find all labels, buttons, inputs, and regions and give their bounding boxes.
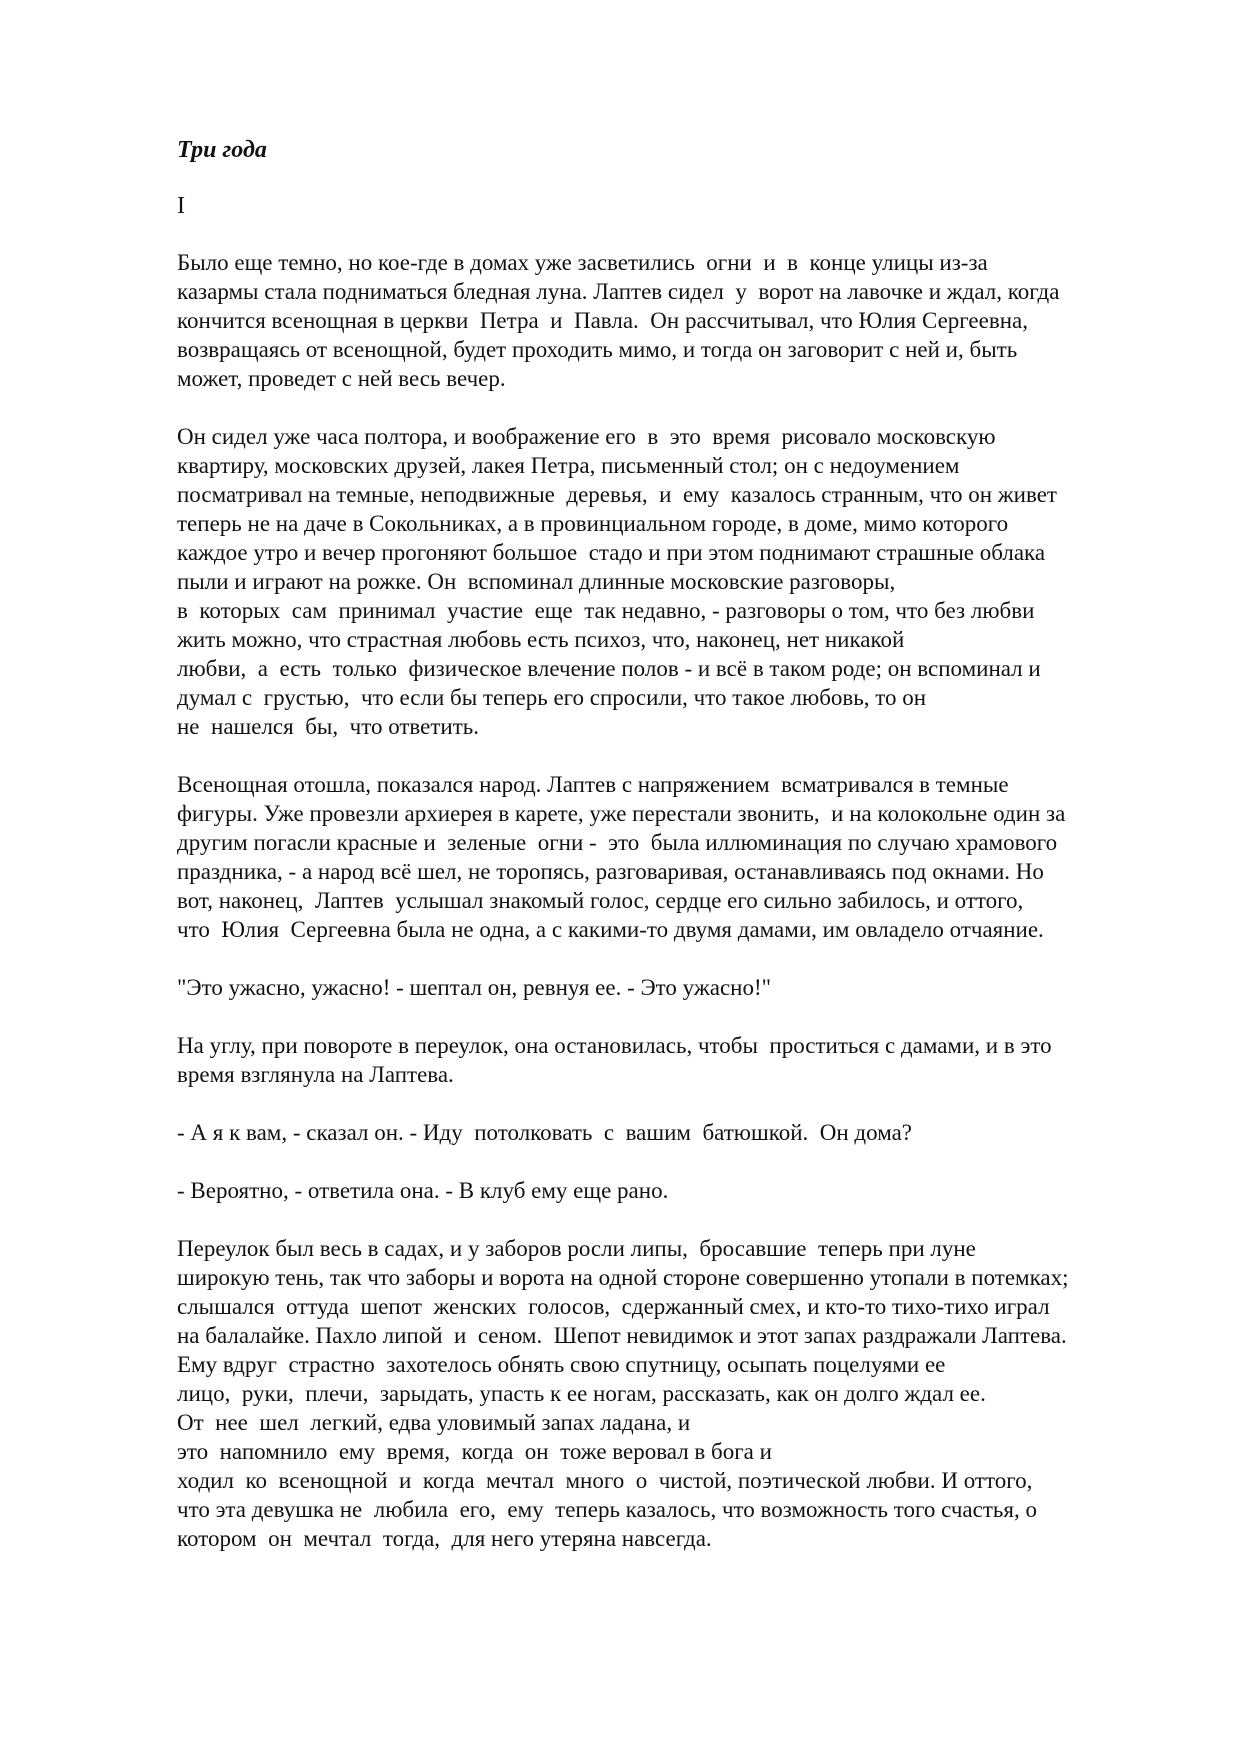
text-line: Ему вдруг страстно захотелось обнять свою спутницу, осыпать поцелуями ее <box>177 1352 946 1377</box>
text-line: слышался оттуда шепот женских голосов, сдержанный смех, и кто-то тихо-тихо играл <box>177 1294 1050 1319</box>
paragraph <box>177 422 1157 741</box>
text-line: широкую тень, так что заборы и ворота на одной стороне совершенно утопали в потемках; <box>177 1265 1069 1290</box>
document-body <box>177 136 1157 1553</box>
paragraph <box>177 770 1157 944</box>
text-line: ходил ко всенощной и когда мечтал много о чистой, поэтической любви. И оттого, <box>177 1468 1033 1493</box>
text-line: каждое утро и вечер прогоняют большое стадо и при этом поднимают страшные облака <box>177 540 1046 565</box>
text-line: Он сидел уже часа полтора, и воображение его в это время рисовало московскую <box>177 424 996 449</box>
text-line: казармы стала подниматься бледная луна. Лаптев сидел у ворот на лавочке и ждал, когда <box>177 279 1060 304</box>
text-line: теперь не на даче в Сокольниках, а в провинциальном городе, в доме, мимо которого <box>177 511 1009 536</box>
text-line: квартиру, московских друзей, лакея Петра, письменный стол; он с недоумением <box>177 453 960 478</box>
text-line: фигуры. Уже провезли архиерея в карете, уже перестали звонить, и на колокольне один за <box>177 801 1066 826</box>
text-line: Всенощная отошла, показался народ. Лаптев с напряжением всматривался в темные <box>177 772 1009 797</box>
text-line: время взглянула на Лаптева. <box>177 1062 454 1087</box>
text-line: вот, наконец, Лаптев услышал знакомый голос, сердце его сильно забилось, и оттого, <box>177 888 1024 913</box>
document-title: Три года <box>177 137 267 163</box>
text-line: Было еще темно, но кое-где в домах уже засветились огни и в конце улицы из-за <box>177 250 988 275</box>
text-line: может, проведет с ней весь вечер. <box>177 366 506 391</box>
text-line: в которых сам принимал участие еще так недавно, - разговоры о том, что без любви <box>177 598 1035 623</box>
text-line: это напомнило ему время, когда он тоже веровал в бога и <box>177 1439 772 1464</box>
text-line: лицо, руки, плечи, зарыдать, упасть к ее ногам, рассказать, как он долго ждал ее. <box>177 1381 986 1406</box>
text-line: что эта девушка не любила его, ему теперь казалось, что возможность того счастья, о <box>177 1497 1037 1522</box>
text-line: посматривал на темные, неподвижные деревья, и ему казалось странным, что он живет <box>177 482 1057 507</box>
text-line: другим погасли красные и зеленые огни - это была иллюминация по случаю храмового <box>177 830 1058 855</box>
text-line: не нашелся бы, что ответить. <box>177 714 480 739</box>
text-line: - А я к вам, - сказал он. - Иду потолковать с вашим батюшкой. Он дома? <box>177 1120 913 1145</box>
text-line: котором он мечтал тогда, для него утеряна навсегда. <box>177 1526 712 1551</box>
text-line: любви, а есть только физическое влечение полов - и всё в таком роде; он вспоминал и <box>177 656 1041 681</box>
text-line: на балалайке. Пахло липой и сеном. Шепот невидимок и этот запах раздражали Лаптева. <box>177 1323 1067 1348</box>
paragraph <box>177 1118 1157 1147</box>
text-line: жить можно, что страстная любовь есть психоз, что, наконец, нет никакой <box>177 627 905 652</box>
text-line: пыли и играют на рожке. Он вспоминал длинные московские разговоры, <box>177 569 896 594</box>
text-line: думал с грустью, что если бы теперь его спросили, что такое любовь, то он <box>177 685 927 710</box>
paragraph <box>177 973 1157 1002</box>
text-line: "Это ужасно, ужасно! - шептал он, ревнуя ее. - Это ужасно!" <box>177 975 772 1000</box>
text-line: На углу, при повороте в переулок, она остановилась, чтобы проститься с дамами, и в это <box>177 1033 1052 1058</box>
text-line: Переулок был весь в садах, и у заборов росли липы, бросавшие теперь при луне <box>177 1236 976 1261</box>
paragraph <box>177 248 1157 393</box>
chapter-number: I <box>177 193 185 219</box>
paragraph <box>177 1031 1157 1089</box>
text-line: кончится всенощная в церкви Петра и Павла. Он рассчитывал, что Юлия Сергеевна, <box>177 308 1028 333</box>
text-line: что Юлия Сергеевна была не одна, а с какими-то двумя дамами, им овладело отчаяние. <box>177 917 1044 942</box>
text-line: - Вероятно, - ответила она. - В клуб ему еще рано. <box>177 1178 669 1203</box>
paragraph <box>177 1234 1157 1553</box>
text-line: возвращаясь от всенощной, будет проходить мимо, и тогда он заговорит с ней и, быть <box>177 337 1018 362</box>
paragraph <box>177 1176 1157 1205</box>
text-line: От нее шел легкий, едва уловимый запах ладана, и <box>177 1410 691 1435</box>
text-line: праздника, - а народ всё шел, не торопясь, разговаривая, останавливаясь под окнами. Но <box>177 859 1044 884</box>
